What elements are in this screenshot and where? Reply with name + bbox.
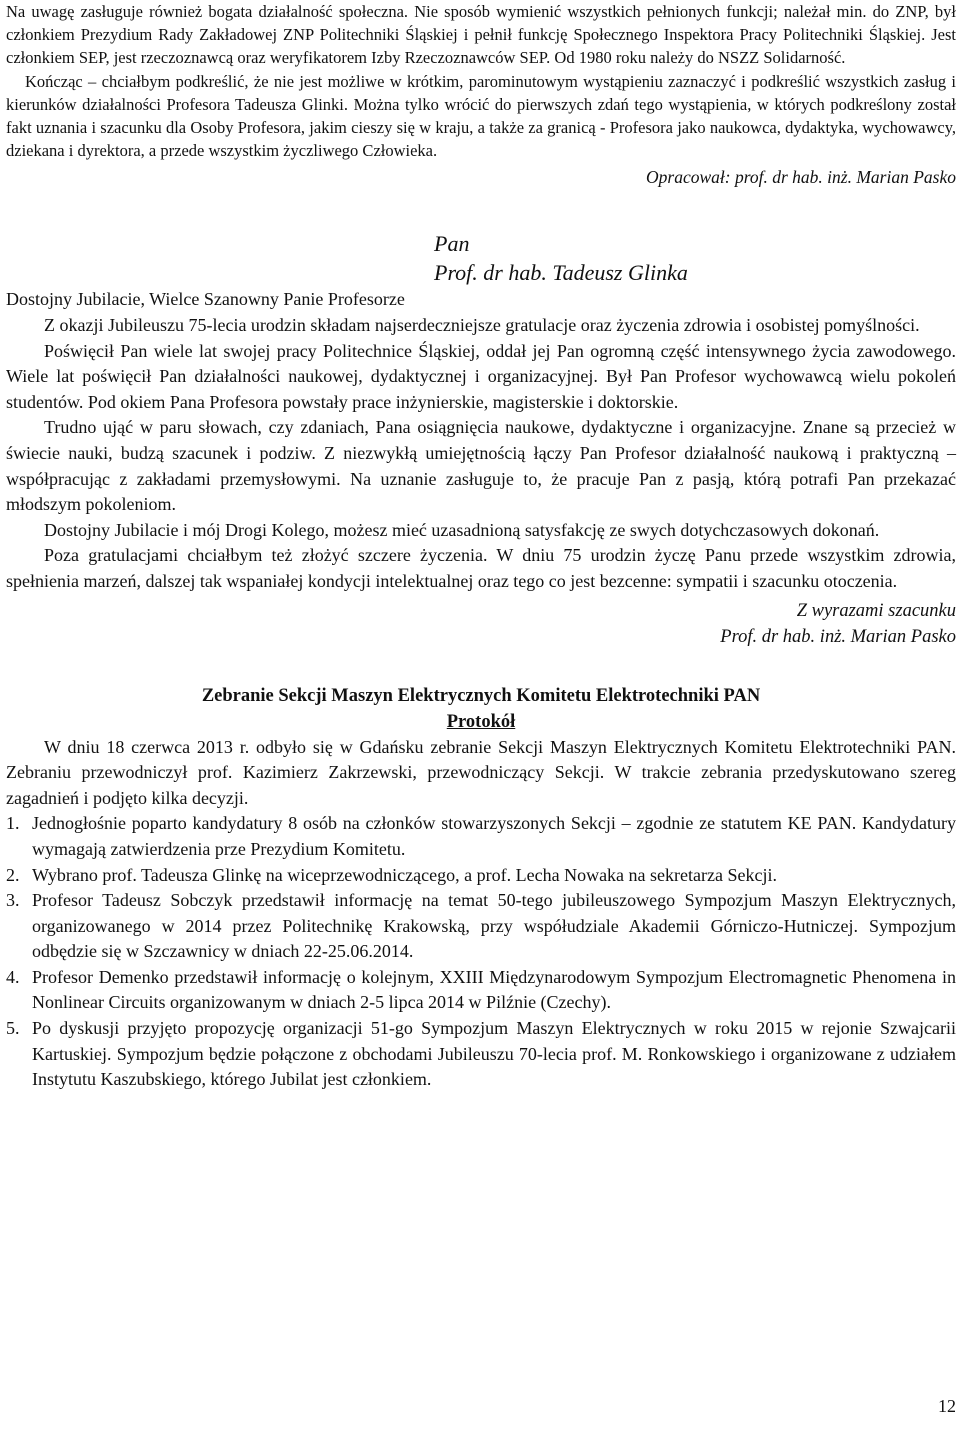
list-text: Wybrano prof. Tadeusza Glinkę na wiceprzewodniczącego, a prof. Lecha Nowaka na sekretarza Sekcji. [32, 864, 777, 885]
list-text: Profesor Tadeusz Sobczyk przedstawił informację na temat 50-tego jubileuszowego Sympozjum Maszyn Elektrycznych, organizowanego w 2014 przez Politechnikę Krakowską, przy współudziale Akademii Górniczo-Hutniczej. Sympozjum odbędzie się w Szczawnicy w dniach 22-25.06.2014. [32, 890, 956, 962]
paragraph: Dostojny Jubilacie i mój Drogi Kolego, możesz mieć uzasadnioną satysfakcję ze swych dotychczasowych dokonań. [44, 519, 880, 540]
article-ending [6, 0, 956, 190]
meeting-subtitle: Protokół [446, 711, 516, 732]
meeting-report [6, 683, 956, 1093]
decision-list [6, 811, 956, 1093]
list-text: Po dyskusji przyjęto propozycję organizacji 51-go Sympozjum Maszyn Elektrycznych w roku 2015 w rejonie Szwajcarii Kartuskiej. Sympozjum będzie połączone z obchodami Jubileuszu 70-lecia prof. M. Ronkowskiego i organizowane z udziałem Instytutu Kaszubskiego, którego Jubilat jest członkiem. [32, 1018, 956, 1090]
list-item [6, 888, 956, 965]
list-number: 1. [6, 813, 20, 834]
paragraph: Z okazji Jubileuszu 75-lecia urodzin składam najserdeczniejsze gratulacje oraz życzenia zdrowia i osobistej pomyślności. [44, 315, 920, 336]
list-number: 5. [6, 1018, 20, 1039]
page-number: 12 [938, 1396, 956, 1416]
letter-closing: Z wyrazami szacunku [796, 600, 956, 621]
list-number: 4. [6, 966, 20, 987]
paragraph: Poświęcił Pan wiele lat swojej pracy Politechnice Śląskiej, oddał jej Pan ogromną część intensywnego życia zawodowego. Wiele lat poświęcił Pan działalności naukowej, dydaktycznej i organizacyjnej. Był Pan Profesor wychowawcą wielu pokoleń studentów. Pod okiem Pana Profesora powstały prace inżynierskie, magisterskie i doktorskie. [6, 340, 956, 412]
letter-heading-line1: Pan [434, 231, 470, 257]
paragraph: Na uwagę zasługuje również bogata działalność społeczna. Nie sposób wymienić wszystkich pełnionych funkcji; należał min. do ZNP, był członkiem Prezydium Rady Zakładowej ZNP Politechniki Śląskiej i pełnił funkcję Społecznego Inspektora Pracy Politechniki Śląskiej. Jest członkiem SEP, jest rzeczoznawcą oraz weryfikatorem Izby Rzeczoznawców SEP. Od 1980 roku należy do NSZZ Solidarność. [6, 2, 956, 68]
page [6, 0, 956, 1093]
letter-heading-line2: Prof. dr hab. Tadeusz Glinka [434, 260, 688, 286]
meeting-title: Zebranie Sekcji Maszyn Elektrycznych Komitetu Elektrotechniki PAN [201, 685, 761, 706]
list-number: 3. [6, 890, 20, 911]
paragraph: Kończąc – chciałbym podkreślić, że nie jest możliwe w krótkim, parominutowym wystąpieniu zaznaczyć i podkreślić wszystkich zasług i kierunków działalności Profesora Tadeusza Glinki. Można tylko wrócić do pierwszych zdań tego wystąpienia, w których podkreślony został fakt uznania i szacunku dla Osoby Profesora, jakim cieszy się w kraju, a także za granicą - Profesora jako naukowca, dydaktyka, wychowawcy, dziekana i dyrektora, a przede wszystkim życzliwego Człowieka. [6, 71, 956, 161]
article-signature: Opracował: prof. dr hab. inż. Marian Pasko [646, 167, 956, 188]
meeting-intro: W dniu 18 czerwca 2013 r. odbyło się w Gdańsku zebranie Sekcji Maszyn Elektrycznych Komitetu Elektrotechniki PAN. Zebraniu przewodniczył prof. Kazimierz Zakrzewski, przewodniczący Sekcji. W trakcie zebrania przedyskutowano szereg zagadnień i podjęto kilka decyzji. [6, 736, 956, 808]
list-number: 2. [6, 864, 20, 885]
list-item [6, 863, 956, 889]
list-item [6, 811, 956, 862]
paragraph: Poza gratulacjami chciałbym też złożyć szczere życzenia. W dniu 75 urodzin życzę Panu przede wszystkim zdrowia, spełnienia marzeń, dalszej tak wspaniałej kondycji intelektualnej oraz tego co jest bezcenne: sympatii i szacunku otoczenia. [6, 545, 956, 591]
letter-signature: Prof. dr hab. inż. Marian Pasko [720, 626, 956, 647]
list-text: Profesor Demenko przedstawił informację o kolejnym, XXIII Międzynarodowym Sympozjum Electromagnetic Phenomena in Nonlinear Circuits organizowanym w dniach 2-5 lipca 2014 w Pilźnie (Czechy). [32, 966, 956, 1013]
congratulatory-letter [6, 230, 956, 649]
list-item [6, 965, 956, 1016]
list-item [6, 1016, 956, 1093]
list-text: Jednogłośnie poparto kandydatury 8 osób na członków stowarzyszonych Sekcji – zgodnie ze statutem KE PAN. Kandydatury wymagają zatwierdzenia prze Prezydium Komitetu. [32, 813, 956, 859]
letter-salutation: Dostojny Jubilacie, Wielce Szanowny Panie Profesorze [6, 289, 405, 310]
paragraph: Trudno ująć w paru słowach, czy zdaniach, Pana osiągnięcia naukowe, dydaktyczne i organizacyjne. Znane są przecież w świecie nauki, budzą szacunek i podziw. Z niezwykłą umiejętnością łączy Pan Profesor działalność naukową i praktyczną – współpracując z zakładami przemysłowymi. Na uznanie zasługuje to, że pracuje Pan z pasją, którą potrafi Pan przekazać młodszym pokoleniom. [6, 417, 956, 515]
